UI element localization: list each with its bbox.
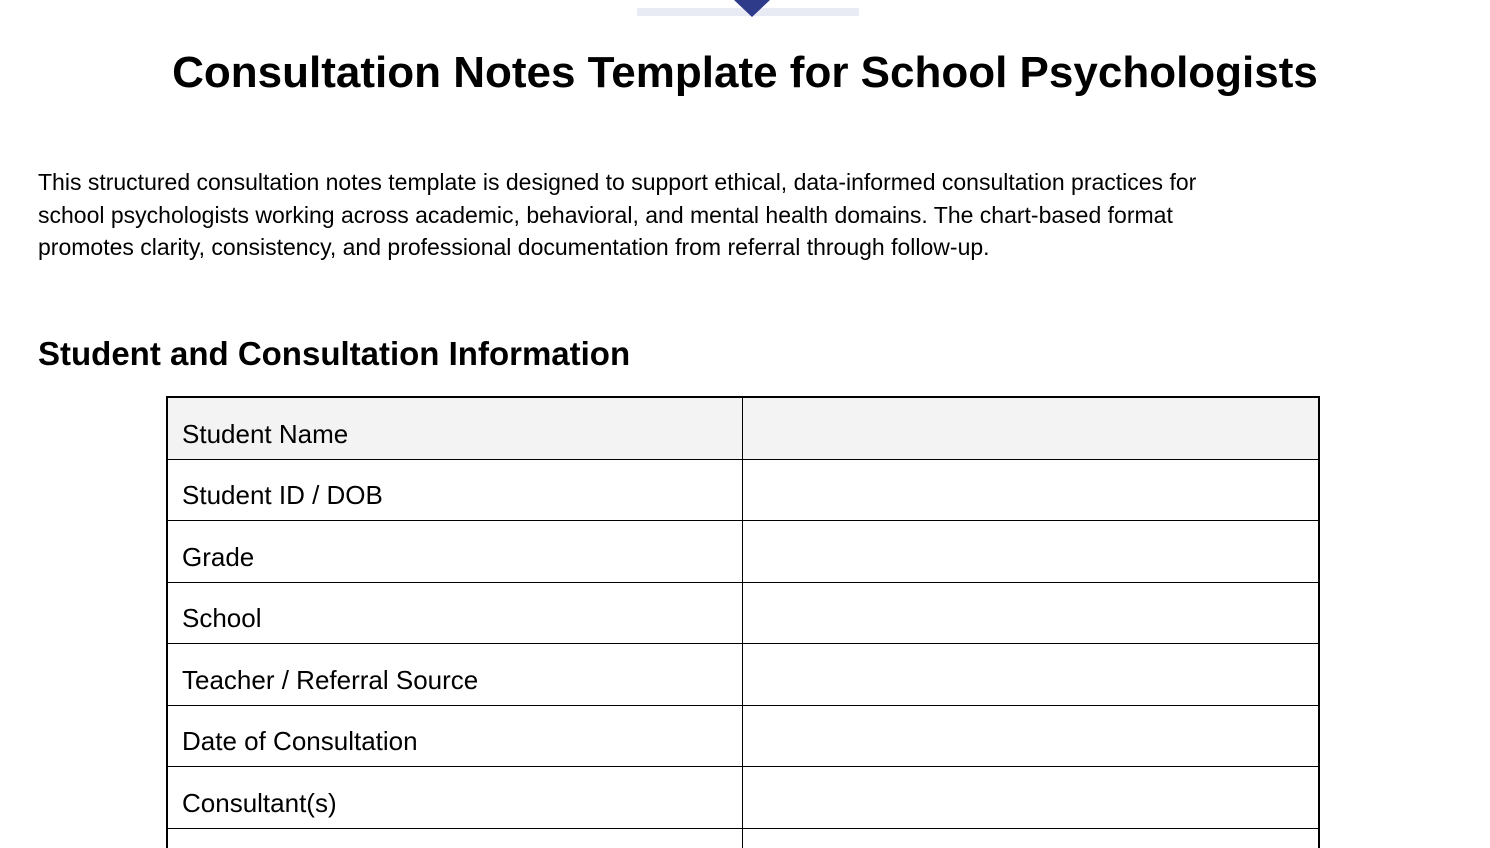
- field-value-cell[interactable]: [742, 582, 1319, 644]
- table-row: [167, 828, 1319, 848]
- field-value-cell[interactable]: [742, 705, 1319, 767]
- table-row: [167, 767, 1319, 829]
- intro-paragraph: This structured consultation notes template is designed to support ethical, data-informed consultation practices for school psychologists working across academic, behavioral, and mental health domains. The chart-based format promotes clarity, consistency, and professional documentation from referral through follow-up.: [38, 169, 1197, 260]
- table-row: [167, 582, 1319, 644]
- field-value-cell[interactable]: [742, 397, 1319, 459]
- table-row: [167, 644, 1319, 706]
- field-value-cell[interactable]: [742, 521, 1319, 583]
- field-label-cell: Student Name: [167, 397, 742, 459]
- field-value-cell[interactable]: [742, 828, 1319, 848]
- student-info-table: [166, 396, 1320, 848]
- field-label-cell: Grade: [167, 521, 742, 583]
- page-title: Consultation Notes Template for School Psychologists: [172, 48, 1318, 97]
- table-row: [167, 459, 1319, 521]
- field-value-cell[interactable]: [742, 459, 1319, 521]
- section-heading: Student and Consultation Information: [38, 335, 631, 372]
- field-label-cell: Student ID / DOB: [167, 459, 742, 521]
- field-label-cell: School: [167, 582, 742, 644]
- field-value-cell[interactable]: [742, 644, 1319, 706]
- table-row: [167, 521, 1319, 583]
- table-row: [167, 705, 1319, 767]
- logo-triangle-icon: [734, 0, 770, 17]
- field-value-cell[interactable]: [742, 767, 1319, 829]
- field-label-cell: Teacher / Referral Source: [167, 644, 742, 706]
- student-info-table-body: [167, 397, 1319, 848]
- table-row: [167, 397, 1319, 459]
- field-label-cell: Date of Consultation: [167, 705, 742, 767]
- field-label-cell: [167, 828, 742, 848]
- field-label-cell: Consultant(s): [167, 767, 742, 829]
